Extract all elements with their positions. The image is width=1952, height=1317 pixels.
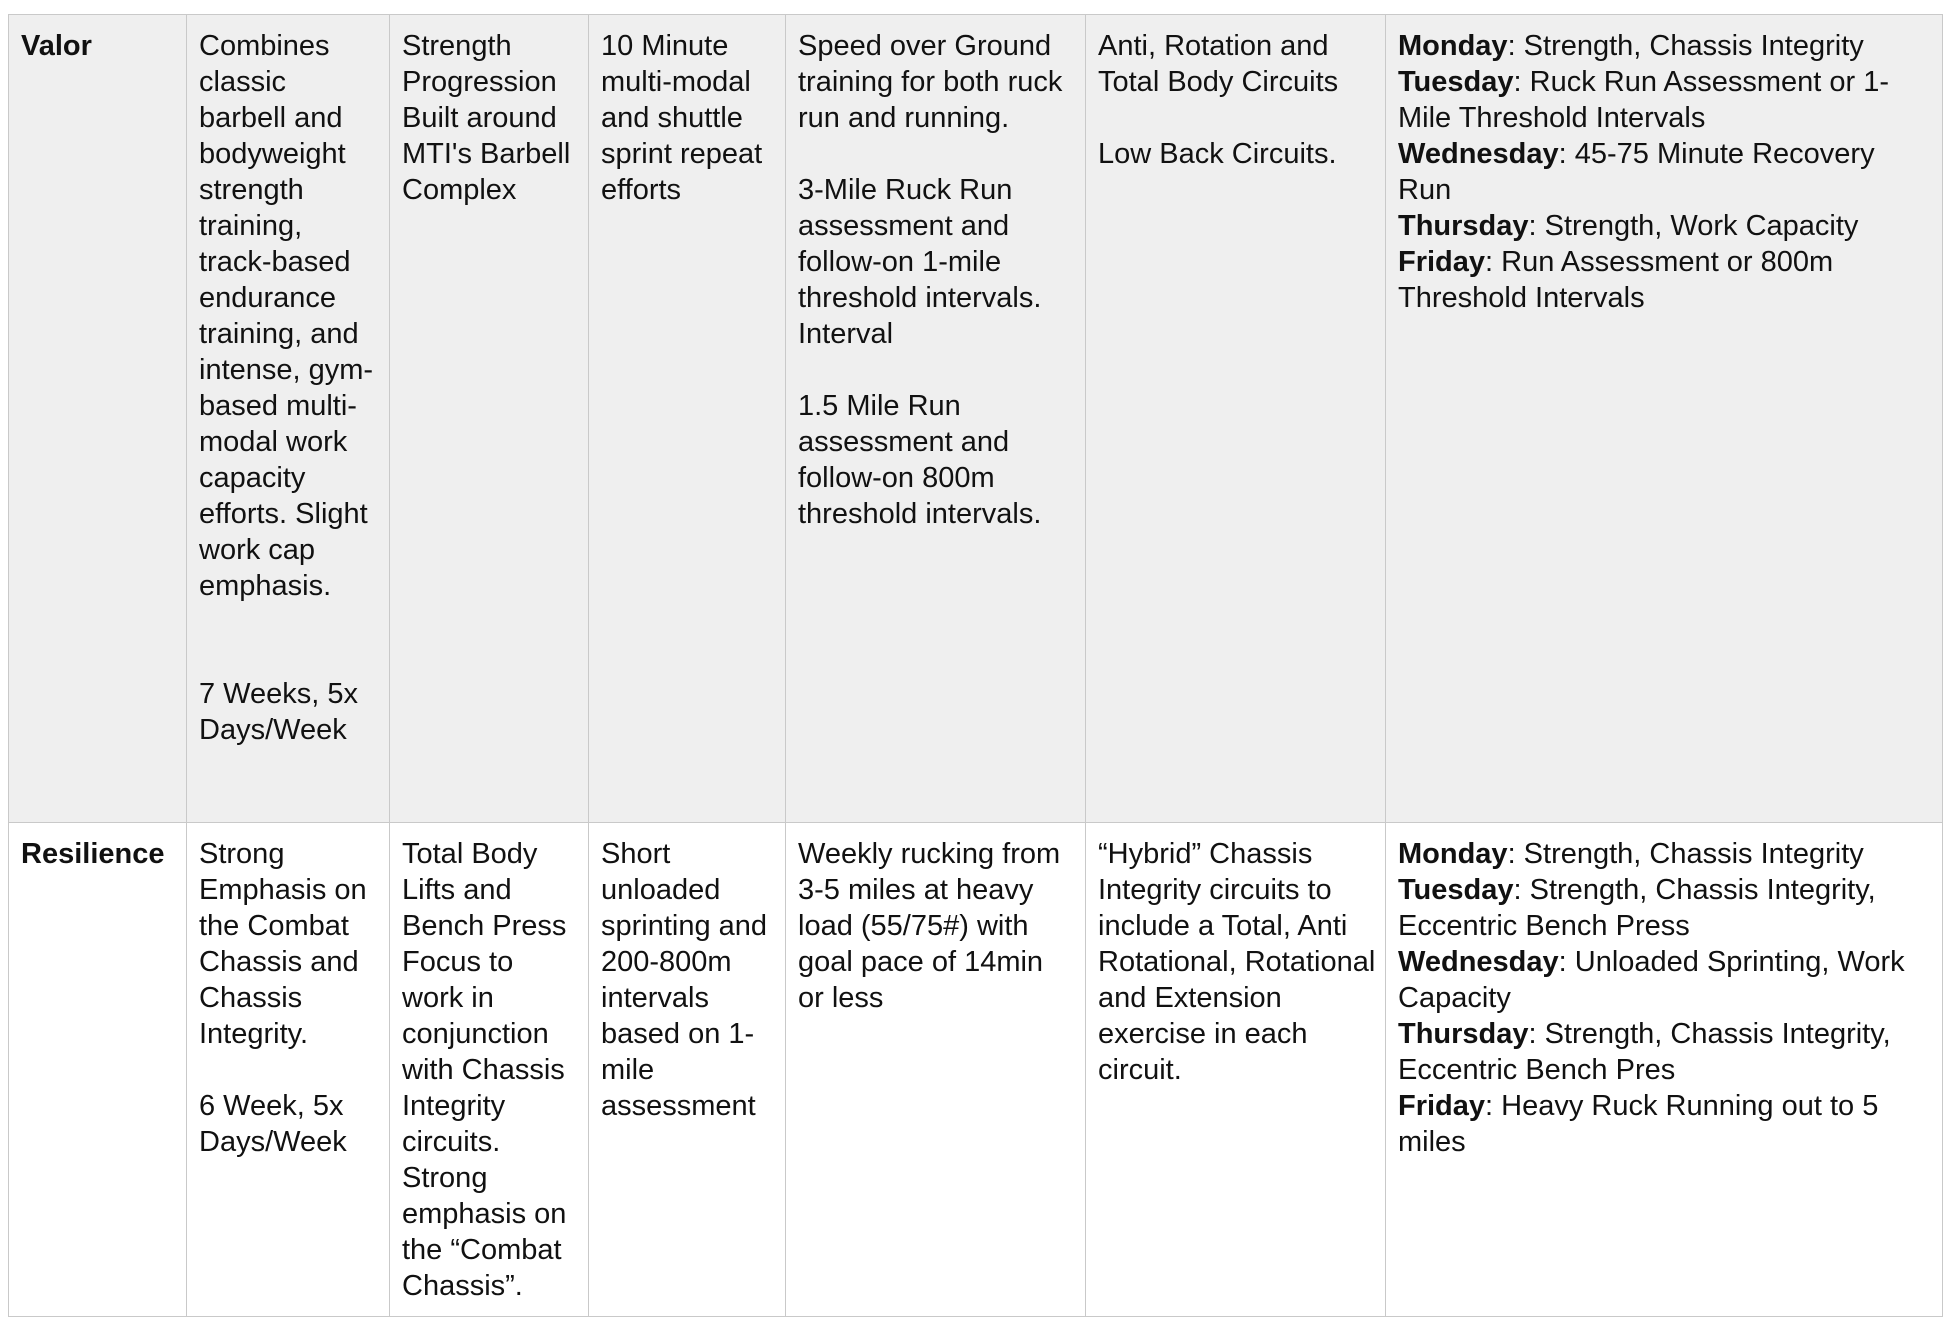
day-activity: : Strength, Chassis Integrity, Eccentric Bench Press [1398,874,1876,942]
day-activity: : 45-75 Minute Recovery Run [1398,138,1875,206]
table-row [9,15,1943,823]
schedule-line [1398,1016,1933,1088]
day-activity: : Ruck Run Assessment or 1-Mile Threshold Intervals [1398,66,1890,134]
day-label: Thursday [1398,210,1529,242]
description-cell [187,15,390,823]
endurance-cell [786,823,1086,1317]
work-capacity-text: Short unloaded sprinting and 200-800m intervals based on 1-mile assessment [601,838,768,1122]
schedule-line [1398,64,1933,136]
chassis-paragraph: Anti, Rotation and Total Body Circuits [1098,30,1339,98]
endurance-paragraph: Speed over Ground training for both ruck run and running. [798,30,1063,134]
schedule-line [1398,872,1933,944]
program-duration: 7 Weeks, 5x Days/Week [199,678,359,746]
program-name-cell [9,15,187,823]
day-label: Friday [1398,1090,1486,1122]
schedule-cell [1386,15,1943,823]
day-activity: : Unloaded Sprinting, Work Capacity [1398,946,1905,1014]
schedule-cell [1386,823,1943,1317]
day-label: Thursday [1398,1018,1529,1050]
chassis-paragraph: Low Back Circuits. [1098,138,1337,170]
table-row [9,823,1943,1317]
program-description: Strong Emphasis on the Combat Chassis and Chassis Integrity. [199,838,367,1050]
program-comparison-table [8,14,1943,1317]
day-label: Monday [1398,838,1508,870]
day-label: Tuesday [1398,66,1514,98]
work-capacity-cell [589,823,786,1317]
program-name: Resilience [21,838,165,870]
work-capacity-cell [589,15,786,823]
chassis-paragraph: “Hybrid” Chassis Integrity circuits to include a Total, Anti Rotational, Rotational and Extension exercise in each circuit. [1098,838,1376,1086]
day-label: Wednesday [1398,138,1559,170]
schedule-line [1398,208,1933,244]
description-cell [187,823,390,1317]
schedule-line [1398,244,1933,316]
strength-text: Strength Progression Built around MTI's Barbell Complex [402,30,571,206]
program-description: Combines classic barbell and bodyweight strength training, track-based endurance training, and intense, gym-based multi-modal work capacity efforts. Slight work cap emphasis. [199,30,374,602]
strength-cell [390,823,589,1317]
day-label: Wednesday [1398,946,1559,978]
program-name-cell [9,823,187,1317]
schedule-line [1398,836,1933,872]
program-duration: 6 Week, 5x Days/Week [199,1090,347,1158]
chassis-cell [1086,823,1386,1317]
day-activity: : Strength, Work Capacity [1528,210,1859,242]
endurance-cell [786,15,1086,823]
schedule-line [1398,28,1933,64]
day-activity: : Run Assessment or 800m Threshold Intervals [1398,246,1834,314]
day-activity: : Heavy Ruck Running out to 5 miles [1398,1090,1879,1158]
endurance-paragraph: 3-Mile Ruck Run assessment and follow-on 1-mile threshold intervals. Interval [798,174,1042,350]
day-label: Tuesday [1398,874,1514,906]
schedule-line [1398,136,1933,208]
day-activity: : Strength, Chassis Integrity [1507,30,1864,62]
strength-text: Total Body Lifts and Bench Press Focus to work in conjunction with Chassis Integrity circuits. Strong emphasis on the “Combat Chassis”. [402,838,567,1302]
day-activity: : Strength, Chassis Integrity [1507,838,1864,870]
program-name: Valor [21,30,92,62]
endurance-paragraph: Weekly rucking from 3-5 miles at heavy load (55/75#) with goal pace of 14min or less [798,838,1061,1014]
chassis-cell [1086,15,1386,823]
schedule-line [1398,944,1933,1016]
day-label: Friday [1398,246,1486,278]
day-activity: : Strength, Chassis Integrity, Eccentric Bench Pres [1398,1018,1891,1086]
strength-cell [390,15,589,823]
day-label: Monday [1398,30,1508,62]
endurance-paragraph: 1.5 Mile Run assessment and follow-on 800m threshold intervals. [798,390,1042,530]
work-capacity-text: 10 Minute multi-modal and shuttle sprint repeat efforts [601,30,763,206]
schedule-line [1398,1088,1933,1160]
